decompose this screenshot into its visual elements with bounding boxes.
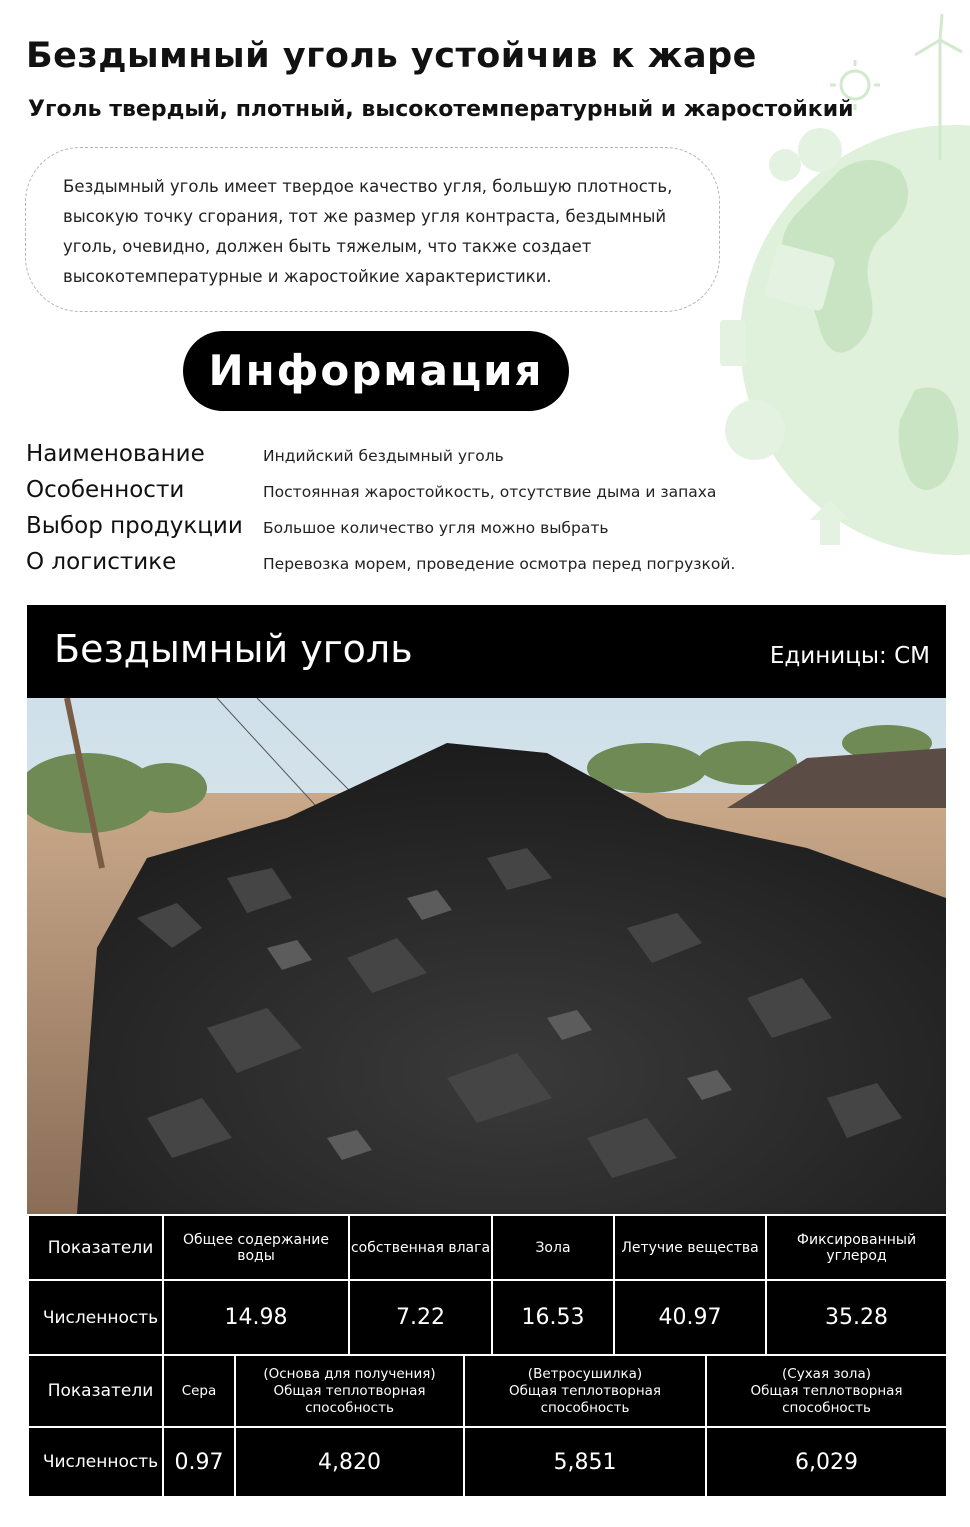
table-cell: 35.28 xyxy=(766,1280,947,1355)
column-header: Летучие вещества xyxy=(614,1215,766,1280)
info-key: О логистике xyxy=(26,549,177,575)
table-cell: 7.22 xyxy=(349,1280,492,1355)
column-header: Фиксированный углерод xyxy=(766,1215,947,1280)
column-header xyxy=(163,1355,235,1427)
header-line-2: Сера xyxy=(181,1382,217,1399)
info-key: Особенности xyxy=(26,477,185,503)
page-subtitle: Уголь твердый, плотный, высокотемпературный и жаростойкий xyxy=(28,97,854,122)
header-line-2: Общая теплотворная способность xyxy=(750,1382,903,1416)
table-cell: 40.97 xyxy=(614,1280,766,1355)
spec-table-2 xyxy=(27,1354,948,1498)
spec-table-1 xyxy=(27,1214,948,1356)
header-line-2: Общая теплотворная способность xyxy=(508,1382,662,1416)
info-value: Индийский бездымный уголь xyxy=(263,447,504,465)
column-header xyxy=(706,1355,947,1427)
column-header: Общее содержание воды xyxy=(163,1215,349,1280)
info-key: Наименование xyxy=(26,441,205,467)
table-row xyxy=(28,1427,947,1497)
header-line-2: Общая теплотворная способность xyxy=(273,1382,426,1416)
info-value: Большое количество угля можно выбрать xyxy=(263,519,609,537)
info-banner-label: Информация xyxy=(208,346,544,395)
table-row xyxy=(28,1280,947,1355)
info-value: Постоянная жаростойкость, отсутствие дыма и запаха xyxy=(263,483,717,501)
column-header xyxy=(235,1355,464,1427)
column-header xyxy=(464,1355,706,1427)
info-key: Выбор продукции xyxy=(26,513,243,539)
header-line-1: (Ветросушилка) xyxy=(527,1365,643,1382)
row-header-values: Численность xyxy=(28,1280,163,1355)
table-cell: 5,851 xyxy=(464,1427,706,1497)
description-text: Бездымный уголь имеет твердое качество угля, большую плотность, высокую точку сгорания, тот же размер угля контраста, бездымный уголь, очевидно, должен быть тяжелым, что также создает высокотемпературные и жаростойкие характеристики. xyxy=(63,177,673,286)
table-cell: 14.98 xyxy=(163,1280,349,1355)
table-cell: 6,029 xyxy=(706,1427,947,1497)
info-row-selection xyxy=(26,513,766,549)
info-banner xyxy=(183,331,569,409)
coal-pile-photo xyxy=(27,698,946,1214)
table-row xyxy=(28,1215,947,1280)
page-title: Бездымный уголь устойчив к жаре xyxy=(26,36,757,76)
header-line-1: (Основа для получения) xyxy=(263,1365,436,1382)
units-label: Единицы: CM xyxy=(769,643,930,669)
product-header xyxy=(27,605,946,698)
table-cell: 0.97 xyxy=(163,1427,235,1497)
column-header: собственная влага xyxy=(349,1215,492,1280)
info-value: Перевозка морем, проведение осмотра перед погрузкой. xyxy=(263,555,736,573)
row-header-indicators: Показатели xyxy=(28,1215,163,1280)
header-line-1: (Сухая зола) xyxy=(782,1365,871,1382)
column-header: Зола xyxy=(492,1215,614,1280)
product-title: Бездымный уголь xyxy=(54,627,413,671)
table-cell: 16.53 xyxy=(492,1280,614,1355)
info-row-logistics xyxy=(26,549,766,585)
row-header-indicators: Показатели xyxy=(28,1355,163,1427)
row-header-values: Численность xyxy=(28,1427,163,1497)
info-row-features xyxy=(26,477,766,513)
info-row-name xyxy=(26,441,766,477)
table-cell: 4,820 xyxy=(235,1427,464,1497)
table-row xyxy=(28,1355,947,1427)
